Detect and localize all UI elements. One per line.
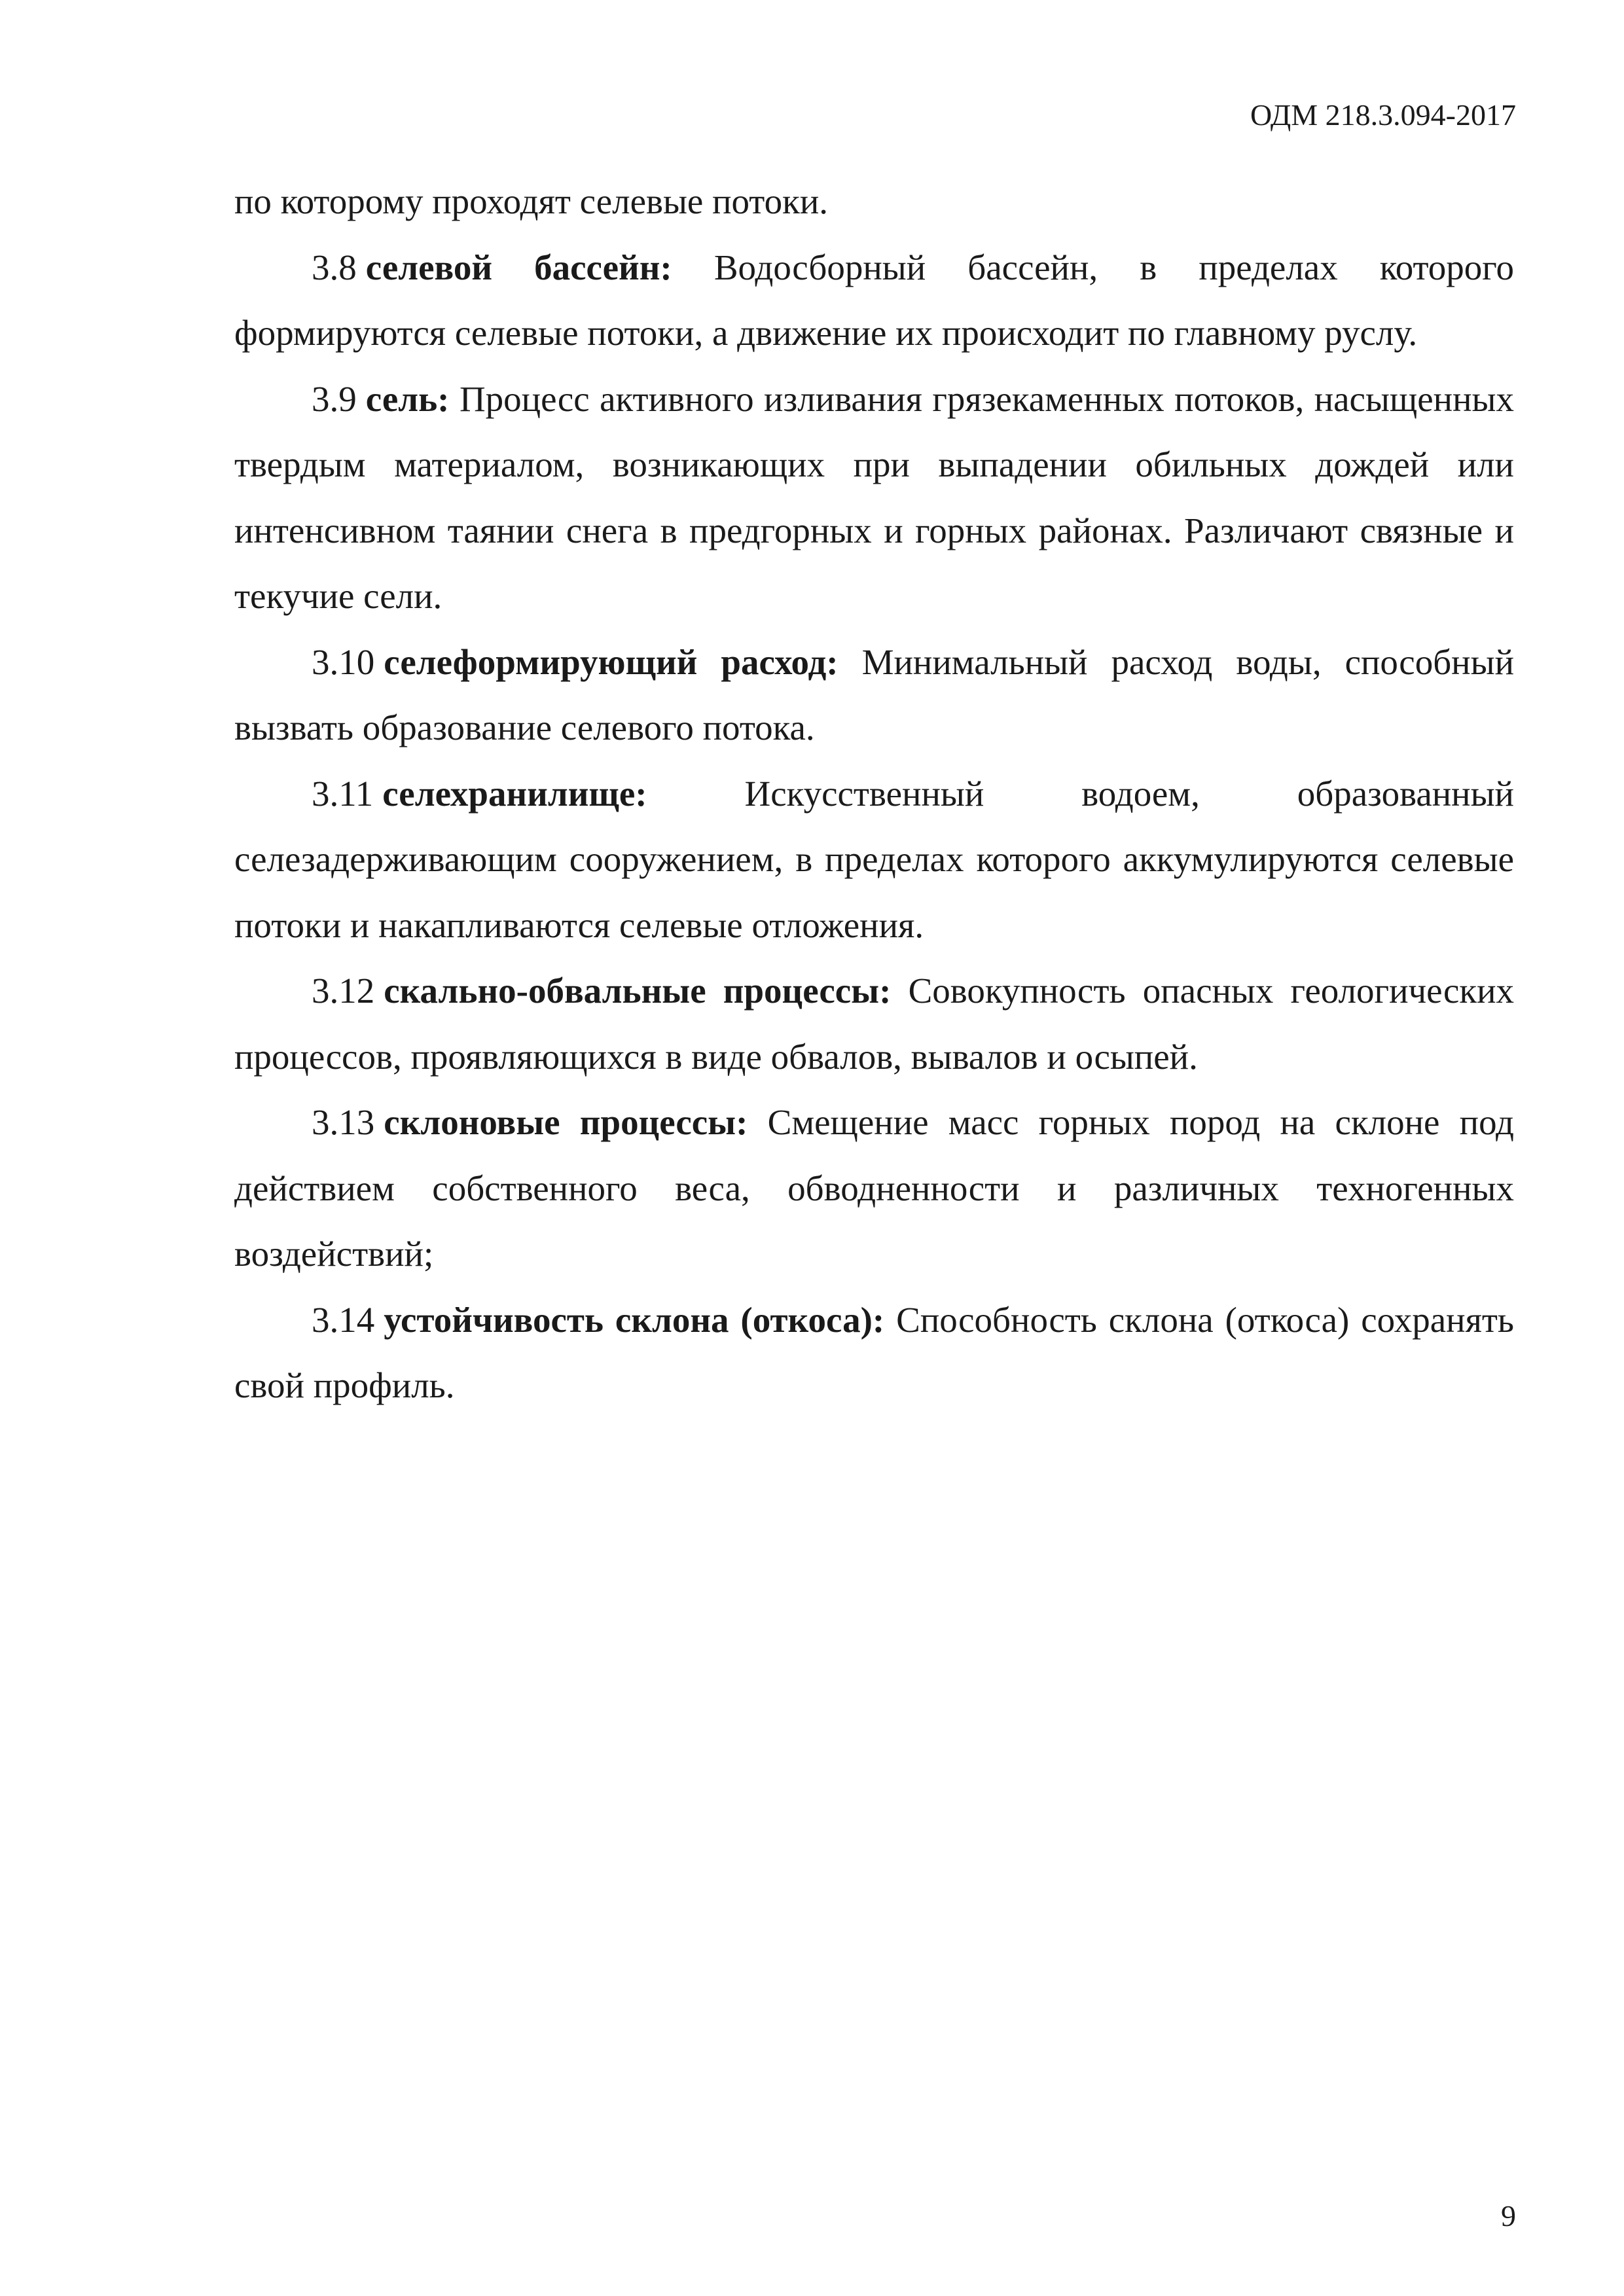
definition-text: Минимальный расход воды, способный вызвать образование селевого потока.	[234, 641, 1514, 747]
definition-3-9	[234, 367, 1514, 630]
definition-term: селевой бассейн:	[365, 247, 672, 287]
definition-term: селехранилище:	[382, 773, 647, 814]
definition-text: Искусственный водоем, образованный селезадерживающим сооружением, в пределах которого аккумулируются селевые потоки и накапливаются селевые отложения.	[234, 773, 1514, 945]
definition-3-12	[234, 958, 1514, 1090]
definition-3-8	[234, 235, 1514, 367]
definition-3-11	[234, 761, 1514, 959]
definition-number: 3.13	[312, 1102, 375, 1142]
definition-number: 3.8	[312, 247, 357, 287]
continuation-paragraph: по которому проходят селевые потоки.	[234, 181, 829, 221]
definition-number: 3.11	[312, 773, 374, 814]
definition-3-13	[234, 1090, 1514, 1287]
definition-number: 3.9	[312, 378, 357, 419]
definition-text: Водосборный бассейн, в пределах которого формируются селевые потоки, а движение их происходит по главному руслу.	[234, 247, 1514, 353]
definition-term: склоновые процессы:	[384, 1102, 748, 1142]
definition-number: 3.10	[312, 641, 375, 682]
definition-text: Процесс активного изливания грязекаменных потоков, насыщенных твердым материалом, возникающих при выпадении обильных дождей или интенсивном таянии снега в предгорных и горных районах. Различают связные и текучие сели.	[234, 378, 1514, 616]
definition-term: сель:	[365, 378, 450, 419]
definition-3-10	[234, 630, 1514, 761]
definition-number: 3.12	[312, 971, 375, 1011]
definition-3-14	[234, 1287, 1514, 1419]
definition-term: скально-обвальные процессы:	[384, 971, 892, 1011]
definition-text: Способность склона (откоса) сохранять свой профиль.	[234, 1299, 1515, 1405]
page-number: 9	[1501, 2199, 1516, 2233]
document-body	[234, 169, 1514, 1419]
definition-text: Смещение масс горных пород на склоне под действием собственного веса, обводненности и различных техногенных воздействий;	[234, 1102, 1514, 1274]
definition-text: Совокупность опасных геологических процессов, проявляющихся в виде обвалов, вывалов и осыпей.	[234, 971, 1515, 1077]
definition-term: устойчивость склона (откоса):	[384, 1299, 885, 1340]
document-code-header: ОДМ 218.3.094-2017	[1250, 98, 1516, 132]
definition-term: селеформирующий расход:	[384, 641, 839, 682]
definition-number: 3.14	[312, 1299, 375, 1340]
